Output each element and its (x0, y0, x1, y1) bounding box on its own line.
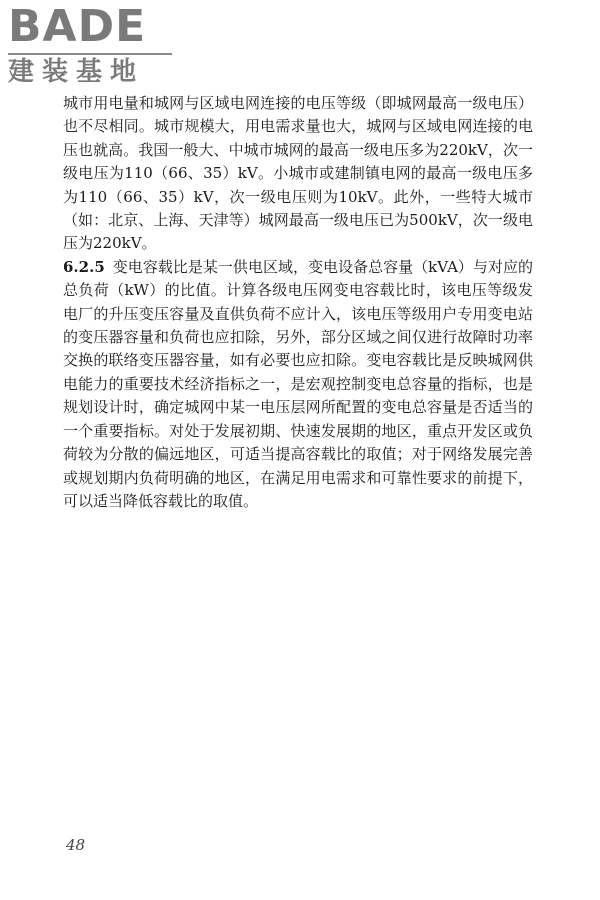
clause-text: 变电容载比是某一供电区域，变电设备总容量（kVA）与对应的总负荷（kW）的比值。计算各级电压网变电容载比时，该电压等级发电厂的升压变压容量及直供负荷不应计入，该电压等级用户专用变电站的变压器容量和负荷也应扣除，另外，部分区域之间仅进行故障时功率交换的联络变压器容量，如有必要也应扣除。变电容载比是反映城网供电能力的重要技术经济指标之一，是宏观控制变电总容量的指标，也是规划设计时，确定城网中某一电压层网所配置的变电总容量是否适当的一个重要指标。对处于发展初期、快速发展期的地区，重点开发区或负荷较为分散的偏远地区，可适当提高容载比的取值；对于网络发展完善或规划期内负荷明确的地区，在满足用电需求和可靠性要求的前提下，可以适当降低容载比的取值。 (63, 257, 533, 510)
logo-divider (8, 53, 172, 55)
bade-logo (8, 1, 178, 90)
paragraph-voltage-levels: 城市用电量和城网与区域电网连接的电压等级（即城网最高一级电压）也不尽相同。城市规模大，用电需求量也大，城网与区域电网连接的电压也就高。我国一般大、中城市城网的最高一级电压多为220kV，次一级电压为110（66、35）kV。小城市或建制镇电网的最高一级电压多为110（66、35）kV，次一级电压则为10kV。此外，一些特大城市（如：北京、上海、天津等）城网最高一级电压已为500kV，次一级电压为220kV。 (63, 94, 533, 253)
clause-number: 6.2.5 (63, 257, 105, 276)
body-text (63, 92, 533, 513)
logo-chinese-name: 建装基地 (8, 57, 145, 87)
paragraph-capacity-ratio (63, 256, 533, 513)
logo-wordmark: BADE (8, 1, 147, 52)
page-number: 48 (66, 836, 86, 854)
